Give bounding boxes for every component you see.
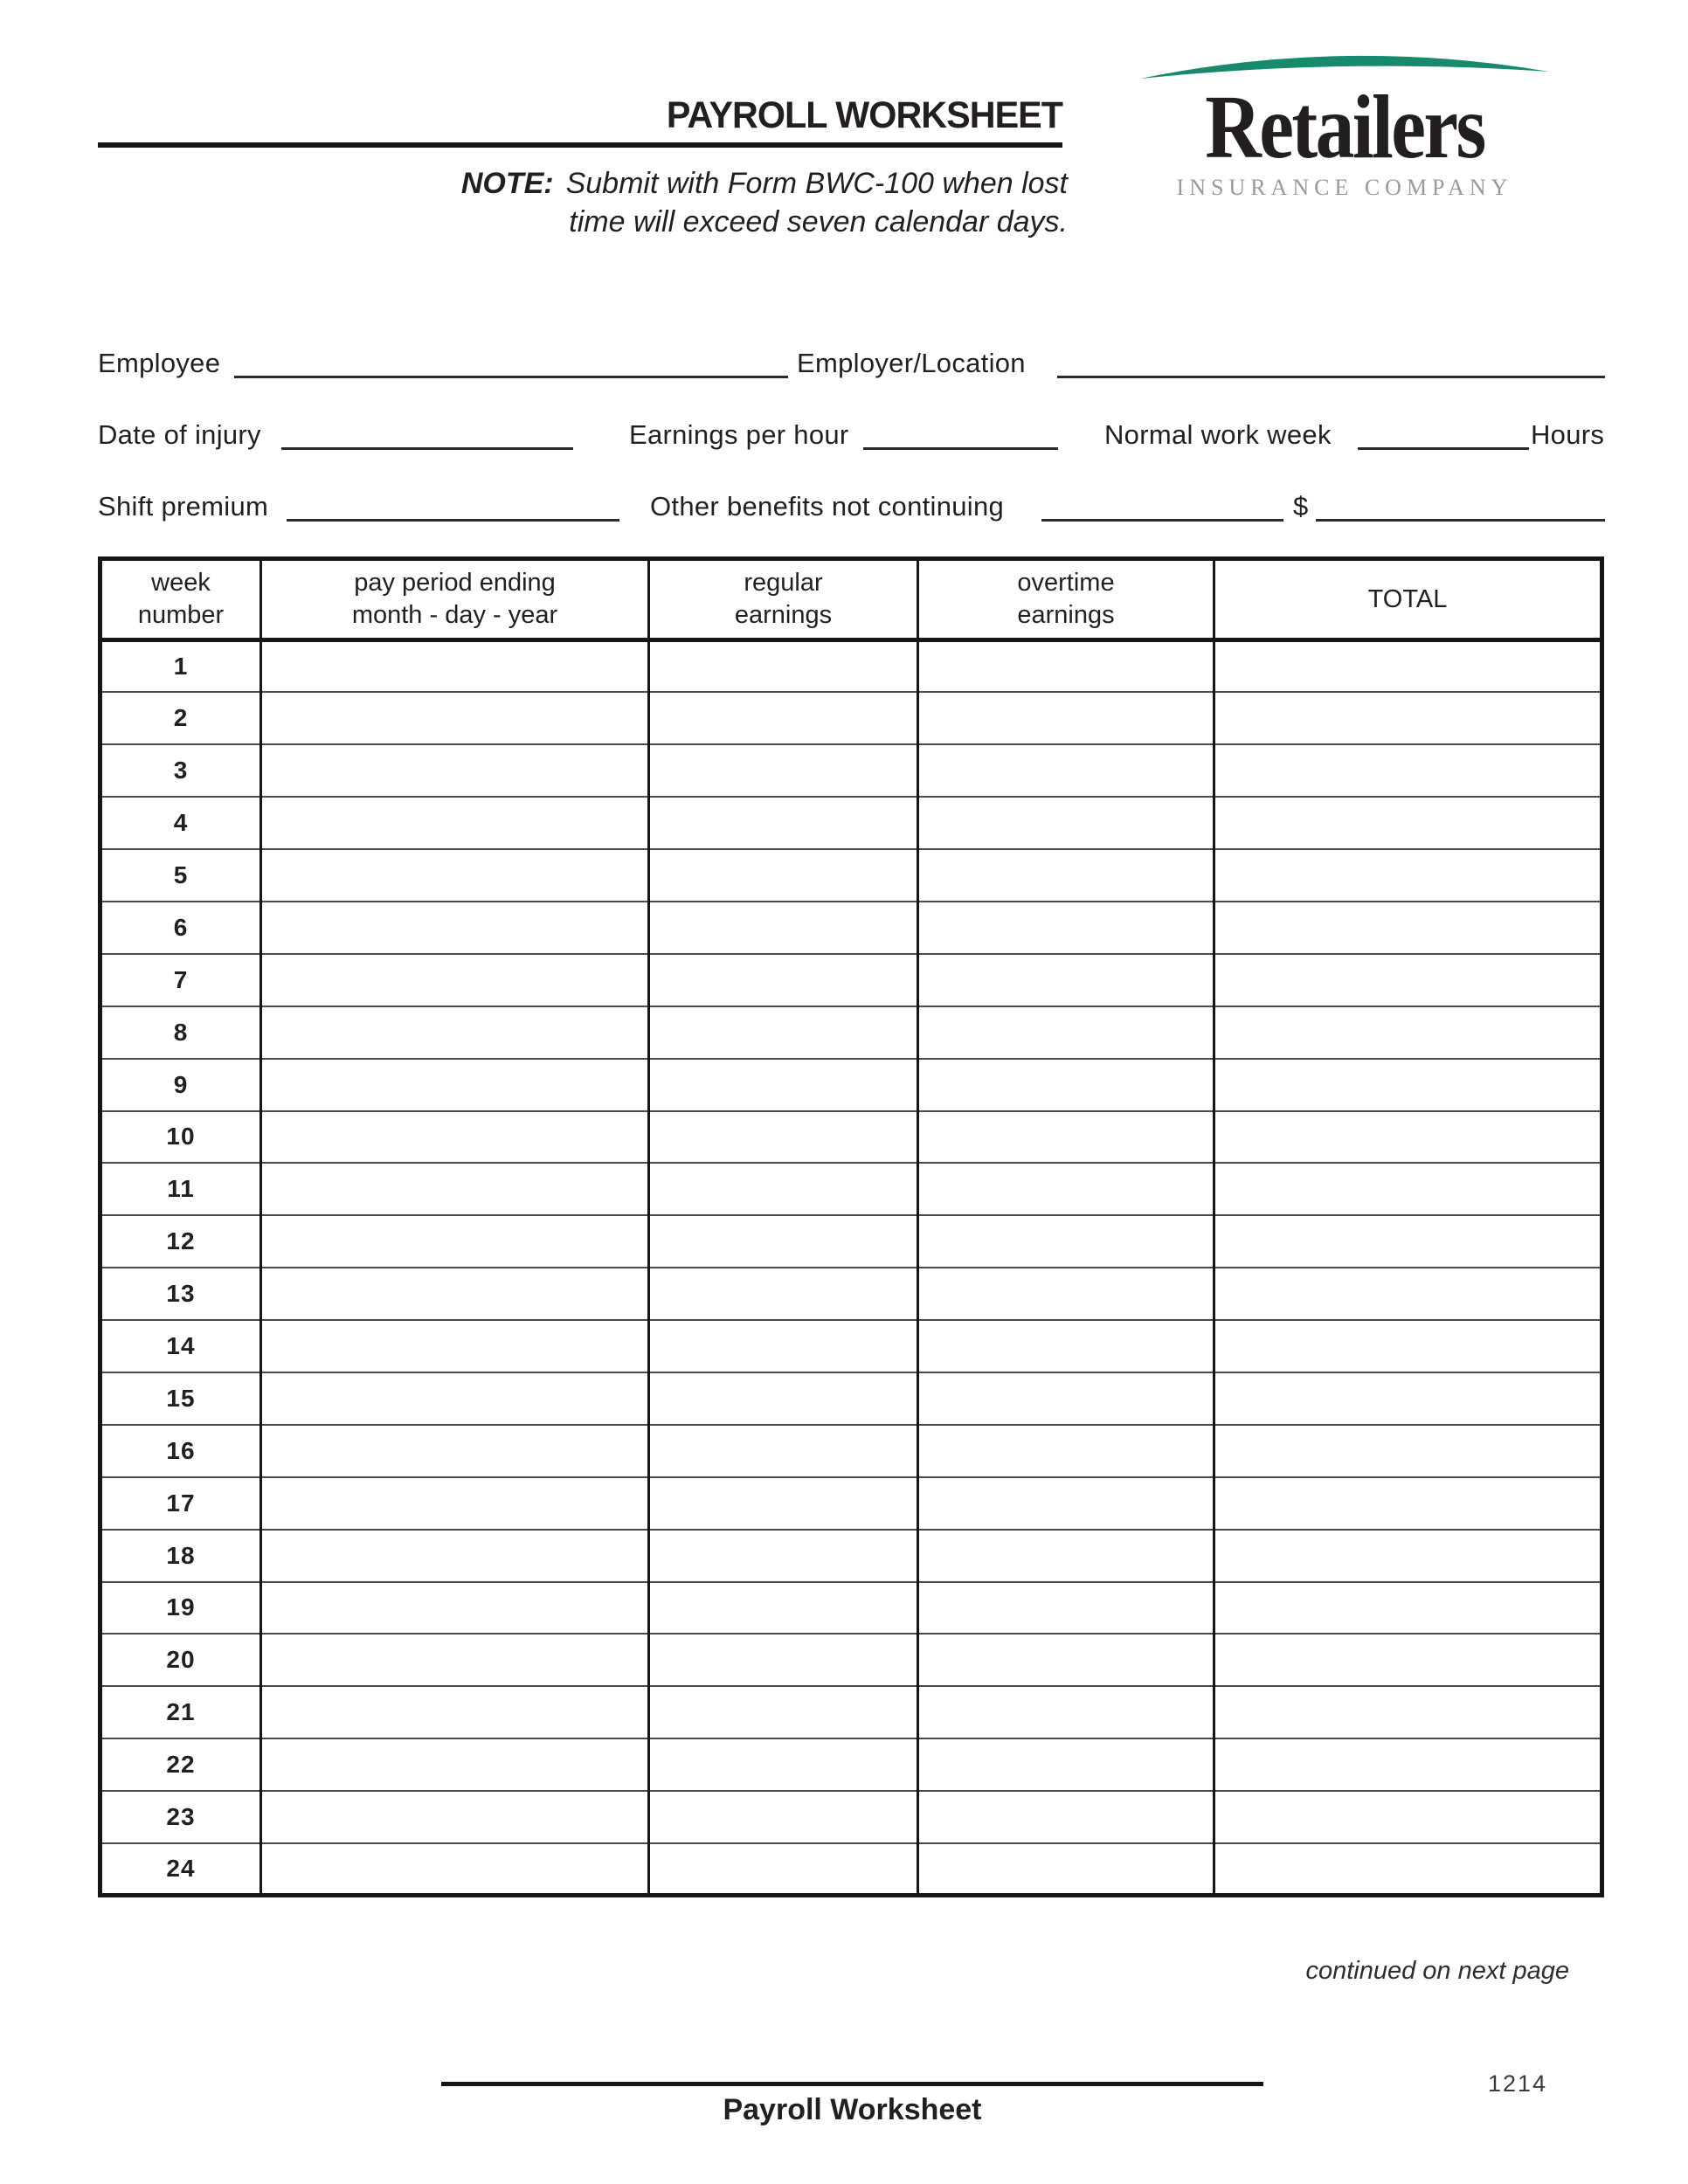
period-cell[interactable] (261, 1582, 649, 1635)
week-number-cell: 10 (100, 1111, 261, 1164)
total-cell[interactable] (1214, 1791, 1602, 1843)
footer-doc-title: Payroll Worksheet (723, 2093, 982, 2126)
overtime-cell[interactable] (918, 1686, 1214, 1738)
table-row (100, 1425, 1602, 1477)
table-row (100, 1215, 1602, 1268)
benefits-amount-input-line[interactable] (1316, 519, 1605, 522)
total-cell[interactable] (1214, 1163, 1602, 1215)
period-cell[interactable] (261, 640, 649, 693)
week-number-cell: 21 (100, 1686, 261, 1738)
regular-cell[interactable] (649, 1843, 918, 1896)
regular-cell[interactable] (649, 954, 918, 1006)
table-row (100, 1163, 1602, 1215)
table-row (100, 902, 1602, 954)
regular-cell[interactable] (649, 1006, 918, 1059)
period-cell[interactable] (261, 1530, 649, 1582)
regular-cell[interactable] (649, 1268, 918, 1320)
table-row (100, 1634, 1602, 1686)
overtime-cell[interactable] (918, 1268, 1214, 1320)
overtime-cell[interactable] (918, 1791, 1214, 1843)
total-cell[interactable] (1214, 902, 1602, 954)
period-cell[interactable] (261, 1111, 649, 1164)
total-cell[interactable] (1214, 954, 1602, 1006)
total-cell[interactable] (1214, 1425, 1602, 1477)
week-number-cell: 3 (100, 744, 261, 797)
earnings-per-hour-input-line[interactable] (863, 447, 1058, 450)
total-cell[interactable] (1214, 849, 1602, 902)
overtime-cell[interactable] (918, 1163, 1214, 1215)
overtime-cell[interactable] (918, 1582, 1214, 1635)
overtime-cell[interactable] (918, 1477, 1214, 1530)
regular-cell[interactable] (649, 1059, 918, 1111)
overtime-cell[interactable] (918, 1111, 1214, 1164)
regular-cell[interactable] (649, 1791, 918, 1843)
shift-premium-label: Shift premium (98, 491, 269, 522)
total-cell[interactable] (1214, 692, 1602, 744)
other-benefits-input-line[interactable] (1041, 519, 1283, 522)
total-cell[interactable] (1214, 1634, 1602, 1686)
overtime-cell[interactable] (918, 1320, 1214, 1372)
period-cell[interactable] (261, 1006, 649, 1059)
week-number-cell: 1 (100, 640, 261, 693)
regular-cell[interactable] (649, 1582, 918, 1635)
overtime-cell[interactable] (918, 744, 1214, 797)
total-cell[interactable] (1214, 1530, 1602, 1582)
table-row (100, 1686, 1602, 1738)
regular-cell[interactable] (649, 1686, 918, 1738)
period-cell[interactable] (261, 744, 649, 797)
week-number-cell: 15 (100, 1372, 261, 1425)
page-title: PAYROLL WORKSHEET (666, 94, 1062, 136)
overtime-cell[interactable] (918, 692, 1214, 744)
total-cell[interactable] (1214, 640, 1602, 693)
regular-cell[interactable] (649, 640, 918, 693)
week-number-cell: 7 (100, 954, 261, 1006)
total-cell[interactable] (1214, 1372, 1602, 1425)
week-number-cell: 14 (100, 1320, 261, 1372)
total-cell[interactable] (1214, 1059, 1602, 1111)
week-number-cell: 4 (100, 797, 261, 849)
employee-label: Employee (98, 348, 221, 378)
table-row (100, 849, 1602, 902)
overtime-cell[interactable] (918, 954, 1214, 1006)
week-number-cell: 2 (100, 692, 261, 744)
overtime-cell[interactable] (918, 640, 1214, 693)
week-number-cell: 5 (100, 849, 261, 902)
regular-cell[interactable] (649, 1425, 918, 1477)
overtime-cell[interactable] (918, 902, 1214, 954)
shift-premium-input-line[interactable] (287, 519, 619, 522)
table-row (100, 1320, 1602, 1372)
employee-input-line[interactable] (234, 376, 788, 378)
table-row (100, 1582, 1602, 1635)
regular-cell[interactable] (649, 1215, 918, 1268)
table-row (100, 744, 1602, 797)
period-cell[interactable] (261, 692, 649, 744)
period-cell[interactable] (261, 1634, 649, 1686)
week-number-cell: 24 (100, 1843, 261, 1896)
header-regular-earnings: regular earnings (649, 559, 918, 640)
header-overtime-earnings: overtime earnings (918, 559, 1214, 640)
total-cell[interactable] (1214, 1843, 1602, 1896)
employer-location-label: Employer/Location (797, 348, 1026, 378)
normal-work-week-input-line[interactable] (1358, 447, 1529, 450)
hours-label: Hours (1531, 419, 1605, 450)
table-row (100, 1006, 1602, 1059)
total-cell[interactable] (1214, 1738, 1602, 1791)
period-cell[interactable] (261, 1059, 649, 1111)
week-number-cell: 16 (100, 1425, 261, 1477)
week-number-cell: 13 (100, 1268, 261, 1320)
period-cell[interactable] (261, 849, 649, 902)
period-cell[interactable] (261, 797, 649, 849)
period-cell[interactable] (261, 1163, 649, 1215)
regular-cell[interactable] (649, 692, 918, 744)
week-number-cell: 11 (100, 1163, 261, 1215)
total-cell[interactable] (1214, 1006, 1602, 1059)
table-row (100, 1268, 1602, 1320)
week-number-cell: 18 (100, 1530, 261, 1582)
total-cell[interactable] (1214, 744, 1602, 797)
overtime-cell[interactable] (918, 1215, 1214, 1268)
regular-cell[interactable] (649, 1738, 918, 1791)
total-cell[interactable] (1214, 797, 1602, 849)
table-row (100, 797, 1602, 849)
overtime-cell[interactable] (918, 1530, 1214, 1582)
other-benefits-label: Other benefits not continuing (650, 491, 1005, 522)
table-row (100, 640, 1602, 693)
regular-cell[interactable] (649, 1111, 918, 1164)
overtime-cell[interactable] (918, 1634, 1214, 1686)
form-number: 1214 (1488, 2070, 1548, 2097)
overtime-cell[interactable] (918, 1372, 1214, 1425)
regular-cell[interactable] (649, 744, 918, 797)
period-cell[interactable] (261, 1738, 649, 1791)
period-cell[interactable] (261, 954, 649, 1006)
week-number-cell: 22 (100, 1738, 261, 1791)
table-row (100, 1372, 1602, 1425)
overtime-cell[interactable] (918, 849, 1214, 902)
week-number-cell: 12 (100, 1215, 261, 1268)
logo-company-name: Retailers (1205, 77, 1484, 177)
header-week-number: week number (100, 559, 261, 640)
table-row (100, 1059, 1602, 1111)
payroll-table-header (100, 559, 1602, 640)
earnings-per-hour-label: Earnings per hour (629, 419, 849, 450)
employer-location-input-line[interactable] (1057, 376, 1605, 378)
period-cell[interactable] (261, 1843, 649, 1896)
header-total: TOTAL (1214, 559, 1602, 640)
note-line-1 (404, 164, 1068, 203)
overtime-cell[interactable] (918, 1738, 1214, 1791)
note-text-2: time will exceed seven calendar days. (569, 205, 1068, 238)
period-cell[interactable] (261, 1425, 649, 1477)
table-row (100, 1791, 1602, 1843)
table-row (100, 692, 1602, 744)
date-of-injury-label: Date of injury (98, 419, 261, 450)
company-logo (1134, 31, 1555, 201)
week-number-cell: 17 (100, 1477, 261, 1530)
total-cell[interactable] (1214, 1215, 1602, 1268)
date-of-injury-input-line[interactable] (281, 447, 573, 450)
table-row (100, 1843, 1602, 1896)
overtime-cell[interactable] (918, 1059, 1214, 1111)
total-cell[interactable] (1214, 1268, 1602, 1320)
period-cell[interactable] (261, 902, 649, 954)
week-number-cell: 19 (100, 1582, 261, 1635)
regular-cell[interactable] (649, 1372, 918, 1425)
week-number-cell: 23 (100, 1791, 261, 1843)
regular-cell[interactable] (649, 1163, 918, 1215)
period-cell[interactable] (261, 1215, 649, 1268)
period-cell[interactable] (261, 1791, 649, 1843)
total-cell[interactable] (1214, 1686, 1602, 1738)
period-cell[interactable] (261, 1320, 649, 1372)
overtime-cell[interactable] (918, 1006, 1214, 1059)
week-number-cell: 6 (100, 902, 261, 954)
week-number-cell: 8 (100, 1006, 261, 1059)
note-text-1: Submit with Form BWC-100 when lost (565, 167, 1068, 200)
regular-cell[interactable] (649, 1634, 918, 1686)
regular-cell[interactable] (649, 1530, 918, 1582)
table-row (100, 1477, 1602, 1530)
overtime-cell[interactable] (918, 1425, 1214, 1477)
logo-tagline: INSURANCE COMPANY (1176, 175, 1513, 200)
regular-cell[interactable] (649, 849, 918, 902)
overtime-cell[interactable] (918, 797, 1214, 849)
header-pay-period-ending: pay period ending month - day - year (261, 559, 649, 640)
table-row (100, 954, 1602, 1006)
table-row (100, 1111, 1602, 1164)
table-row (100, 1530, 1602, 1582)
continued-note: continued on next page (1305, 1957, 1569, 1985)
note-block (404, 164, 1068, 241)
period-cell[interactable] (261, 1268, 649, 1320)
period-cell[interactable] (261, 1477, 649, 1530)
period-cell[interactable] (261, 1372, 649, 1425)
overtime-cell[interactable] (918, 1843, 1214, 1896)
total-cell[interactable] (1214, 1111, 1602, 1164)
footer-rule (441, 2082, 1263, 2086)
regular-cell[interactable] (649, 1320, 918, 1372)
title-rule (98, 142, 1062, 148)
table-row (100, 1738, 1602, 1791)
period-cell[interactable] (261, 1686, 649, 1738)
regular-cell[interactable] (649, 797, 918, 849)
payroll-table-body (100, 640, 1602, 1896)
week-number-cell: 9 (100, 1059, 261, 1111)
total-cell[interactable] (1214, 1477, 1602, 1530)
total-cell[interactable] (1214, 1320, 1602, 1372)
regular-cell[interactable] (649, 1477, 918, 1530)
week-number-cell: 20 (100, 1634, 261, 1686)
normal-work-week-label: Normal work week (1104, 419, 1332, 450)
total-cell[interactable] (1214, 1582, 1602, 1635)
note-label: NOTE: (460, 167, 554, 200)
regular-cell[interactable] (649, 902, 918, 954)
payroll-table (98, 556, 1604, 1897)
dollar-sign-label: $ (1293, 491, 1309, 522)
